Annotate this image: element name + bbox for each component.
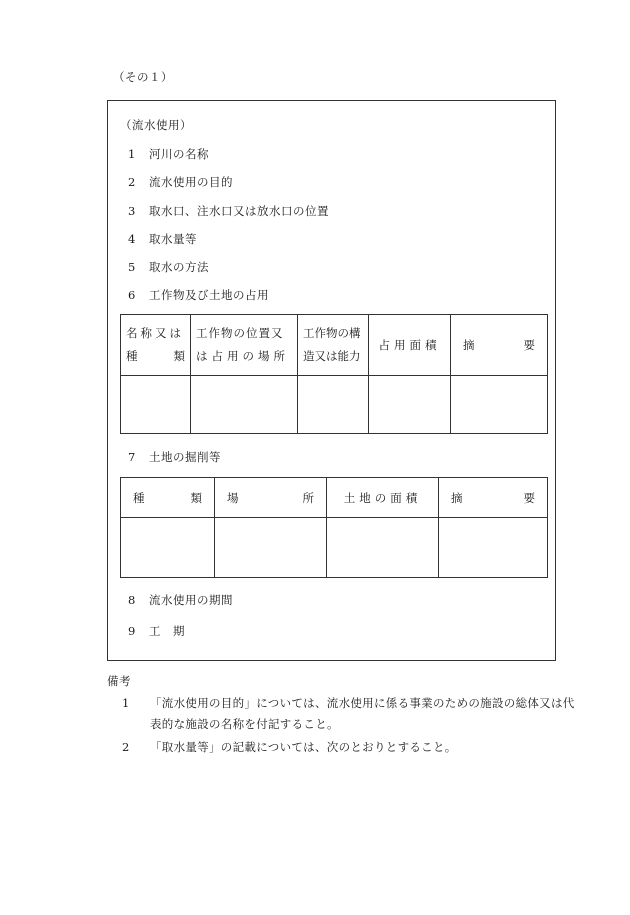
item-number: 1 <box>128 147 136 161</box>
header-remarks: 摘 要 <box>451 315 548 376</box>
item-intake-amount <box>128 231 197 247</box>
notes-heading: 備考 <box>107 674 131 688</box>
item-label: 流水使用の目的 <box>149 175 233 189</box>
item-label: 取水量等 <box>149 232 197 246</box>
header-place: 場 所 <box>215 478 327 518</box>
item-number: 7 <box>128 450 136 464</box>
item-label: 工作物及び土地の占用 <box>149 288 269 302</box>
item-label: 土地の掘削等 <box>149 450 221 464</box>
note-item <box>122 693 577 735</box>
item-purpose <box>128 174 233 190</box>
item-construction-period <box>128 623 185 639</box>
header-remarks: 摘 要 <box>439 478 548 518</box>
table-row <box>121 518 548 578</box>
excavation-table <box>120 477 548 578</box>
table-row <box>121 376 548 434</box>
table-header-row <box>121 478 548 518</box>
form-box <box>107 100 556 661</box>
item-label: 流水使用の期間 <box>149 593 233 607</box>
table-cell <box>121 376 191 434</box>
item-label: 工 期 <box>149 624 185 638</box>
table-cell <box>215 518 327 578</box>
note-number: 2 <box>122 740 130 754</box>
note-item <box>122 737 577 758</box>
table-cell <box>298 376 369 434</box>
form-heading: （流水使用） <box>120 118 192 132</box>
item-intake-method <box>128 259 209 275</box>
page-label: （その１） <box>113 70 173 84</box>
item-number: 9 <box>128 624 136 638</box>
occupancy-table <box>120 314 548 434</box>
table-cell <box>191 376 298 434</box>
note-text: 「取水量等」の記載については、次のとおりとすること。 <box>150 740 457 754</box>
table-cell <box>121 518 215 578</box>
header-structure-capacity: 工作物の構 造又は能力 <box>298 315 369 376</box>
item-number: 4 <box>128 232 136 246</box>
item-usage-period <box>128 592 233 608</box>
header-land-area: 土地の面積 <box>327 478 439 518</box>
header-name-or-type: 名称又は 種 類 <box>121 315 191 376</box>
item-number: 8 <box>128 593 136 607</box>
table-cell <box>439 518 548 578</box>
item-occupancy <box>128 287 269 303</box>
note-text: 「流水使用の目的」については、流水使用に係る事業のための施設の総体又は代表的な施設の名称を付記すること。 <box>150 696 575 731</box>
note-number: 1 <box>122 696 130 710</box>
header-structure-location: 工作物の位置又 は占用の場所 <box>191 315 298 376</box>
item-label: 取水口、注水口又は放水口の位置 <box>149 204 329 218</box>
item-number: 3 <box>128 204 136 218</box>
table-cell <box>327 518 439 578</box>
header-type: 種 類 <box>121 478 215 518</box>
item-number: 2 <box>128 175 136 189</box>
table-cell <box>369 376 451 434</box>
item-number: 5 <box>128 260 136 274</box>
header-occupied-area: 占用面積 <box>369 315 451 376</box>
item-intake-location <box>128 203 329 219</box>
table-cell <box>451 376 548 434</box>
table-header-row <box>121 315 548 376</box>
item-excavation <box>128 449 221 465</box>
item-number: 6 <box>128 288 136 302</box>
item-river-name <box>128 146 209 162</box>
item-label: 取水の方法 <box>149 260 209 274</box>
item-label: 河川の名称 <box>149 147 209 161</box>
